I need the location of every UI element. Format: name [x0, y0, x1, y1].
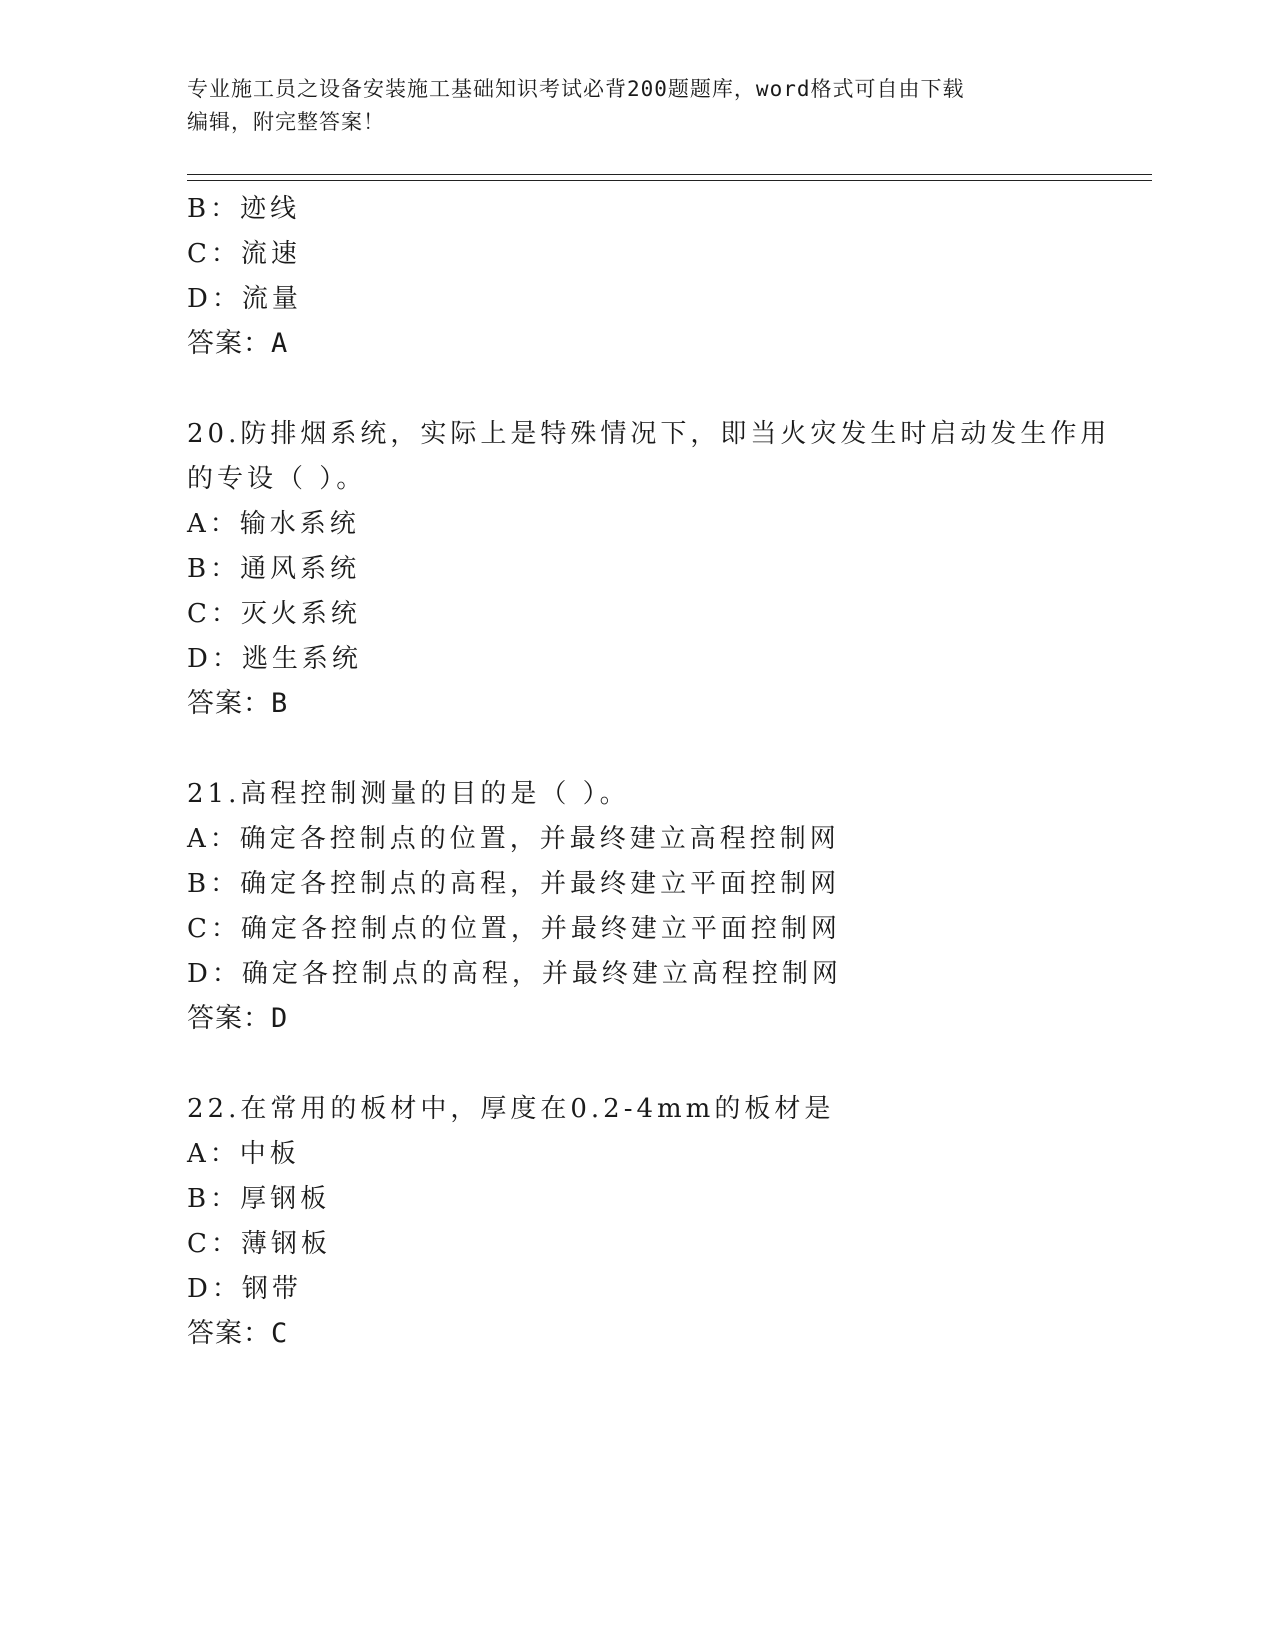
q21-option-b: B：确定各控制点的高程，并最终建立平面控制网: [187, 869, 841, 899]
q20-option-c: C：灭火系统: [187, 599, 361, 629]
document-header: [187, 73, 1087, 139]
header-line-1: 专业施工员之设备安装施工基础知识考试必背200题题库，word格式可自由下载: [187, 77, 965, 101]
q21-stem: 21.高程控制测量的目的是（ ）。: [187, 779, 630, 809]
q22-stem: 22.在常用的板材中，厚度在0.2-4mm的板材是: [187, 1094, 835, 1124]
q22-option-b: B：厚钢板: [187, 1184, 331, 1214]
q20-option-a: A：输水系统: [187, 509, 360, 539]
q22-answer: 答案：C: [187, 1318, 289, 1349]
q21-option-c: C：确定各控制点的位置，并最终建立平面控制网: [187, 914, 841, 944]
q20-answer: 答案：B: [187, 688, 289, 719]
q19-option-c: C：流速: [187, 239, 301, 269]
q20-option-d: D：逃生系统: [187, 644, 362, 674]
header-divider-top: [187, 174, 1152, 175]
q20-stem-line-2: 的专设（ ）。: [187, 464, 367, 494]
q20-option-b: B：通风系统: [187, 554, 361, 584]
header-divider-bottom: [187, 180, 1152, 181]
q19-option-b: B：迹线: [187, 194, 301, 224]
q19-option-d: D：流量: [187, 284, 302, 314]
q22-option-c: C：薄钢板: [187, 1229, 331, 1259]
header-line-2: 编辑，附完整答案！: [187, 110, 385, 134]
q19-answer: 答案：A: [187, 328, 289, 359]
q22-option-d: D：钢带: [187, 1274, 302, 1304]
q20-stem-line-1: 20.防排烟系统，实际上是特殊情况下，即当火灾发生时启动发生作用: [187, 419, 1111, 449]
q21-option-a: A：确定各控制点的位置，并最终建立高程控制网: [187, 824, 840, 854]
q21-answer: 答案：D: [187, 1003, 289, 1034]
q21-option-d: D：确定各控制点的高程，并最终建立高程控制网: [187, 959, 842, 989]
q22-option-a: A：中板: [187, 1139, 300, 1169]
